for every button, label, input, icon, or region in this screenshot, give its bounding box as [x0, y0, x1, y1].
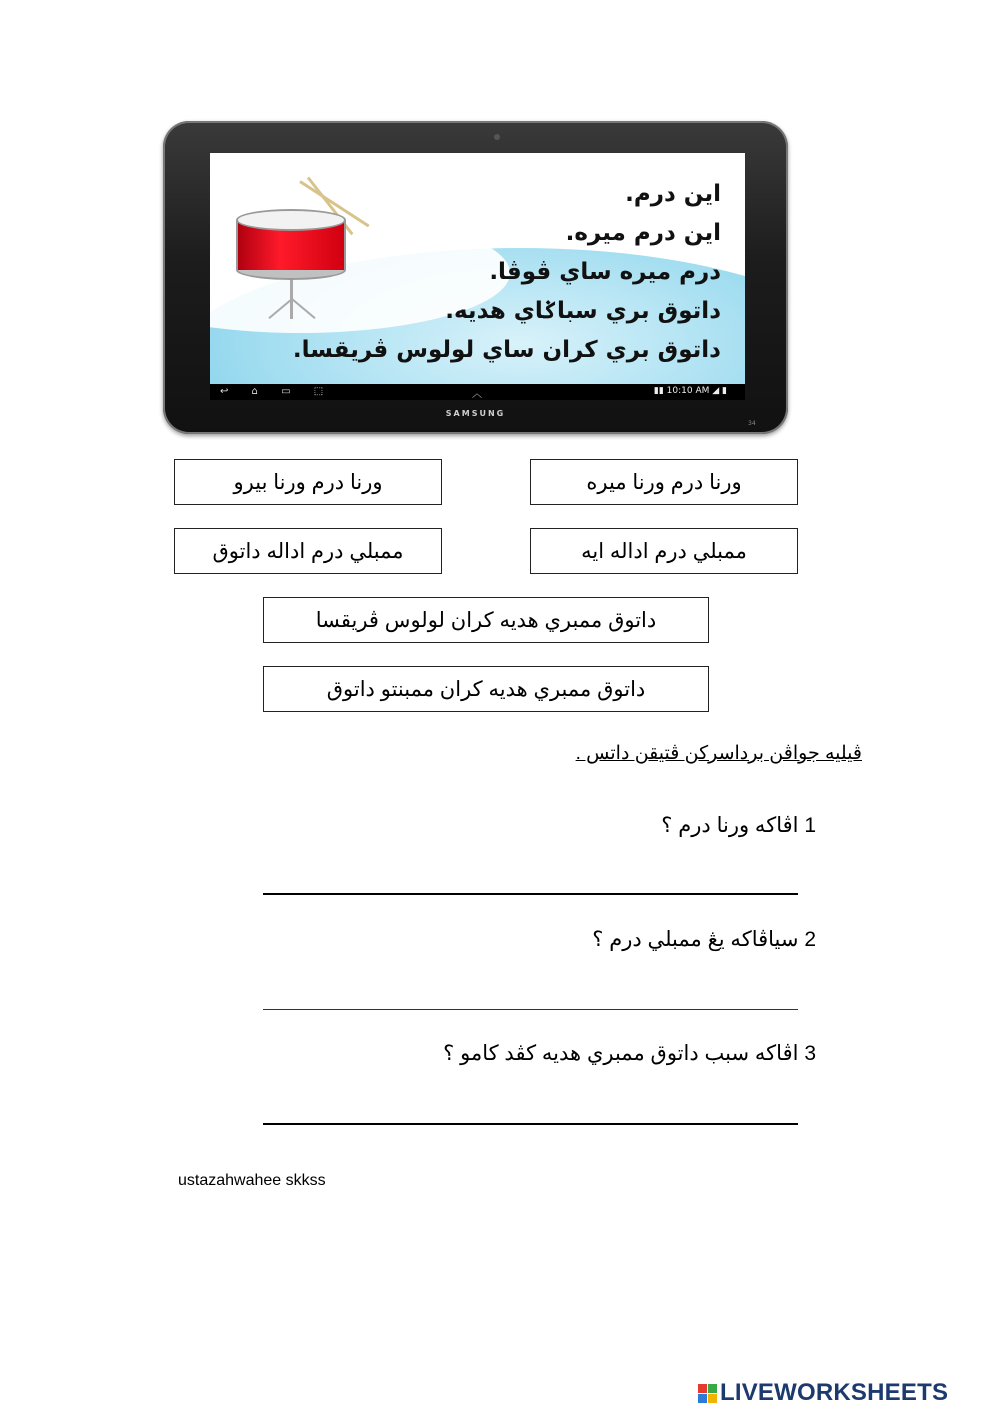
question-text: اڤاكه ورنا درم ؟ [661, 814, 799, 837]
status-ampm: AM [695, 386, 710, 396]
camera-icon [494, 134, 500, 140]
story-line: داتوق بري سباݢاي هديه. [445, 298, 721, 324]
answer-option[interactable]: ممبلي درم اداله ايه [530, 528, 798, 574]
answer-option[interactable]: ممبلي درم اداله داتوق [174, 528, 442, 574]
question-3 [316, 1041, 816, 1066]
question-number: 1 [804, 814, 816, 837]
answer-line-1[interactable] [263, 893, 798, 895]
question-number: 2 [804, 928, 816, 951]
story-line: داتوق بري كران ساي لولوس ڤريقسا. [292, 337, 721, 363]
story-line: اين درم ميره. [565, 220, 721, 246]
chevron-up-icon: ︿ [472, 389, 482, 400]
story-line: اين درم. [625, 181, 721, 207]
answer-option[interactable]: داتوق ممبري هديه كران ممبنتو داتوق [263, 666, 709, 712]
tablet-side-number: 34 [748, 420, 756, 427]
answer-line-2[interactable] [263, 1009, 798, 1010]
answer-line-3[interactable] [263, 1123, 798, 1125]
logo-square [698, 1394, 707, 1403]
tablet-brand: SAMSUNG [445, 409, 506, 418]
answer-option[interactable]: ورنا درم ورنا ميره [530, 459, 798, 505]
story-line: درم ميره ساي ڤوڤا. [489, 259, 721, 285]
instruction-text: ڤيليه جواڤن برداسركن ڤتيقن داتس . [575, 743, 862, 764]
question-text: اڤاكه سبب داتوق ممبري هديه كڤد كامو ؟ [443, 1042, 799, 1065]
logo-square [708, 1394, 717, 1403]
drum-icon [236, 209, 346, 231]
question-text: سياڤاكه يڠ ممبلي درم ؟ [592, 928, 799, 951]
liveworksheets-logo[interactable] [698, 1380, 948, 1406]
question-2 [316, 927, 816, 952]
status-time: 10:10 [666, 386, 693, 396]
question-1 [316, 813, 816, 838]
logo-square [708, 1384, 717, 1393]
tablet-navbar: ↩ ⌂ ▭ ⬚ ︿ ▮▮ 10:10 AM ◢ ▮ [210, 384, 745, 400]
question-number: 3 [804, 1042, 816, 1065]
nav-buttons-icon: ↩ ⌂ ▭ ⬚ [220, 386, 334, 397]
author-credit: ustazahwahee skkss [178, 1172, 326, 1189]
answer-option[interactable]: داتوق ممبري هديه كران لولوس ڤريقسا [263, 597, 709, 643]
logo-text: LIVEWORKSHEETS [720, 1379, 949, 1406]
logo-squares-icon [698, 1384, 717, 1403]
logo-square [698, 1384, 707, 1393]
answer-option[interactable]: ورنا درم ورنا بيرو [174, 459, 442, 505]
